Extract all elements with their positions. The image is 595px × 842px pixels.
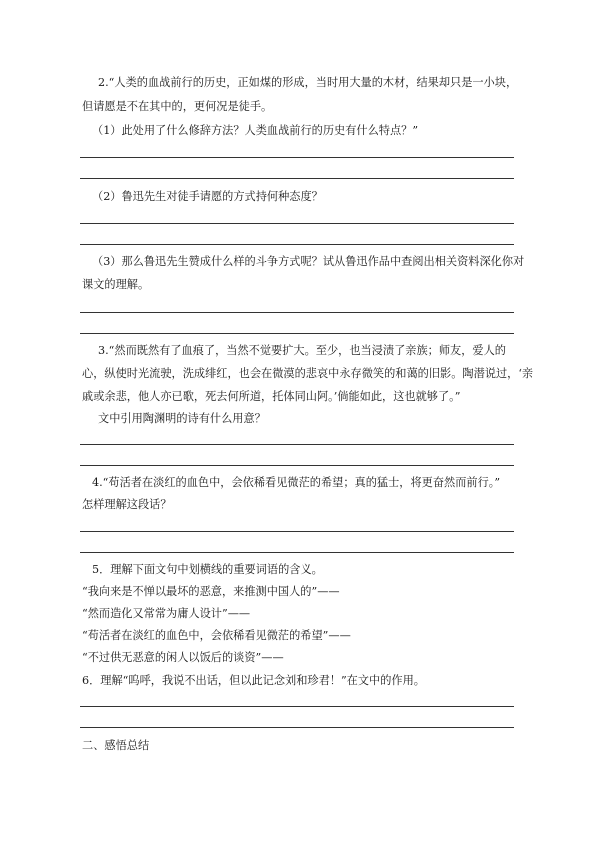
q4-line1: 4.“苟活者在淡红的血色中，会依稀看见微茫的希望；真的猛士，将更奋然而前行。” [92,476,501,489]
q3-line3: 戚或余悲，他人亦已歌，死去何所道，托体同山阿。’倘能如此，这也就够了。” [82,390,461,403]
q2-sub3-line1: （3）那么鲁迅先生赞成什么样的斗争方式呢？试从鲁迅作品中查阅出相关资料深化你对 [92,255,525,268]
q3-line1: 3.“然而既然有了血痕了，当然不觉要扩大。至少，也当浸渍了亲族；师友，爱人的 [98,344,506,357]
q2-sub2: （2）鲁迅先生对徒手请愿的方式持何种态度？ [92,190,323,203]
q3-question: 文中引用陶渊明的诗有什么用意？ [98,412,266,425]
section2-title: 二、感悟总结 [82,739,150,752]
answer-line [80,465,514,466]
q2-sub1: （1）此处用了什么修辞方法？人类血战前行的历史有什么特点？” [92,124,419,137]
q2-quote-line2: 但请愿是不在其中的，更何况是徒手。 [82,100,273,113]
q6-text: 6．理解“呜呼，我说不出话，但以此记念刘和珍君！”在文中的作用。 [82,674,425,687]
q3-line2: 心，纵使时光流驶，洗成绯红，也会在微漠的悲哀中永存微笑的和蔼的旧影。陶潜说过，‘亲 [82,367,534,380]
answer-line [80,223,514,224]
answer-line [80,157,514,158]
q2-sub3-line2: 课文的理解。 [82,278,150,291]
q2-quote-line1: 2.“人类的血战前行的历史，正如煤的形成，当时用大量的木材，结果却只是一小块， [98,76,518,89]
answer-line [80,244,514,245]
q5-item: “然而造化又常常为庸人设计”—— [82,607,251,620]
answer-line [80,706,514,707]
answer-line [80,552,514,553]
answer-line [80,178,514,179]
answer-line [80,531,514,532]
answer-line [80,727,514,728]
answer-line [80,444,514,445]
q4-question: 怎样理解这段话？ [82,498,172,511]
answer-line [80,312,514,313]
answer-line [80,333,514,334]
q5-item: “不过供无恶意的闲人以饭后的谈资”—— [82,651,284,664]
q5-title: 5．理解下面文句中划横线的重要词语的含义。 [92,563,323,576]
q5-item: “苟活者在淡红的血色中，会依稀看见微茫的希望”—— [82,629,351,642]
q5-item: “我向来是不惮以最坏的恶意，来推测中国人的”—— [82,585,340,598]
